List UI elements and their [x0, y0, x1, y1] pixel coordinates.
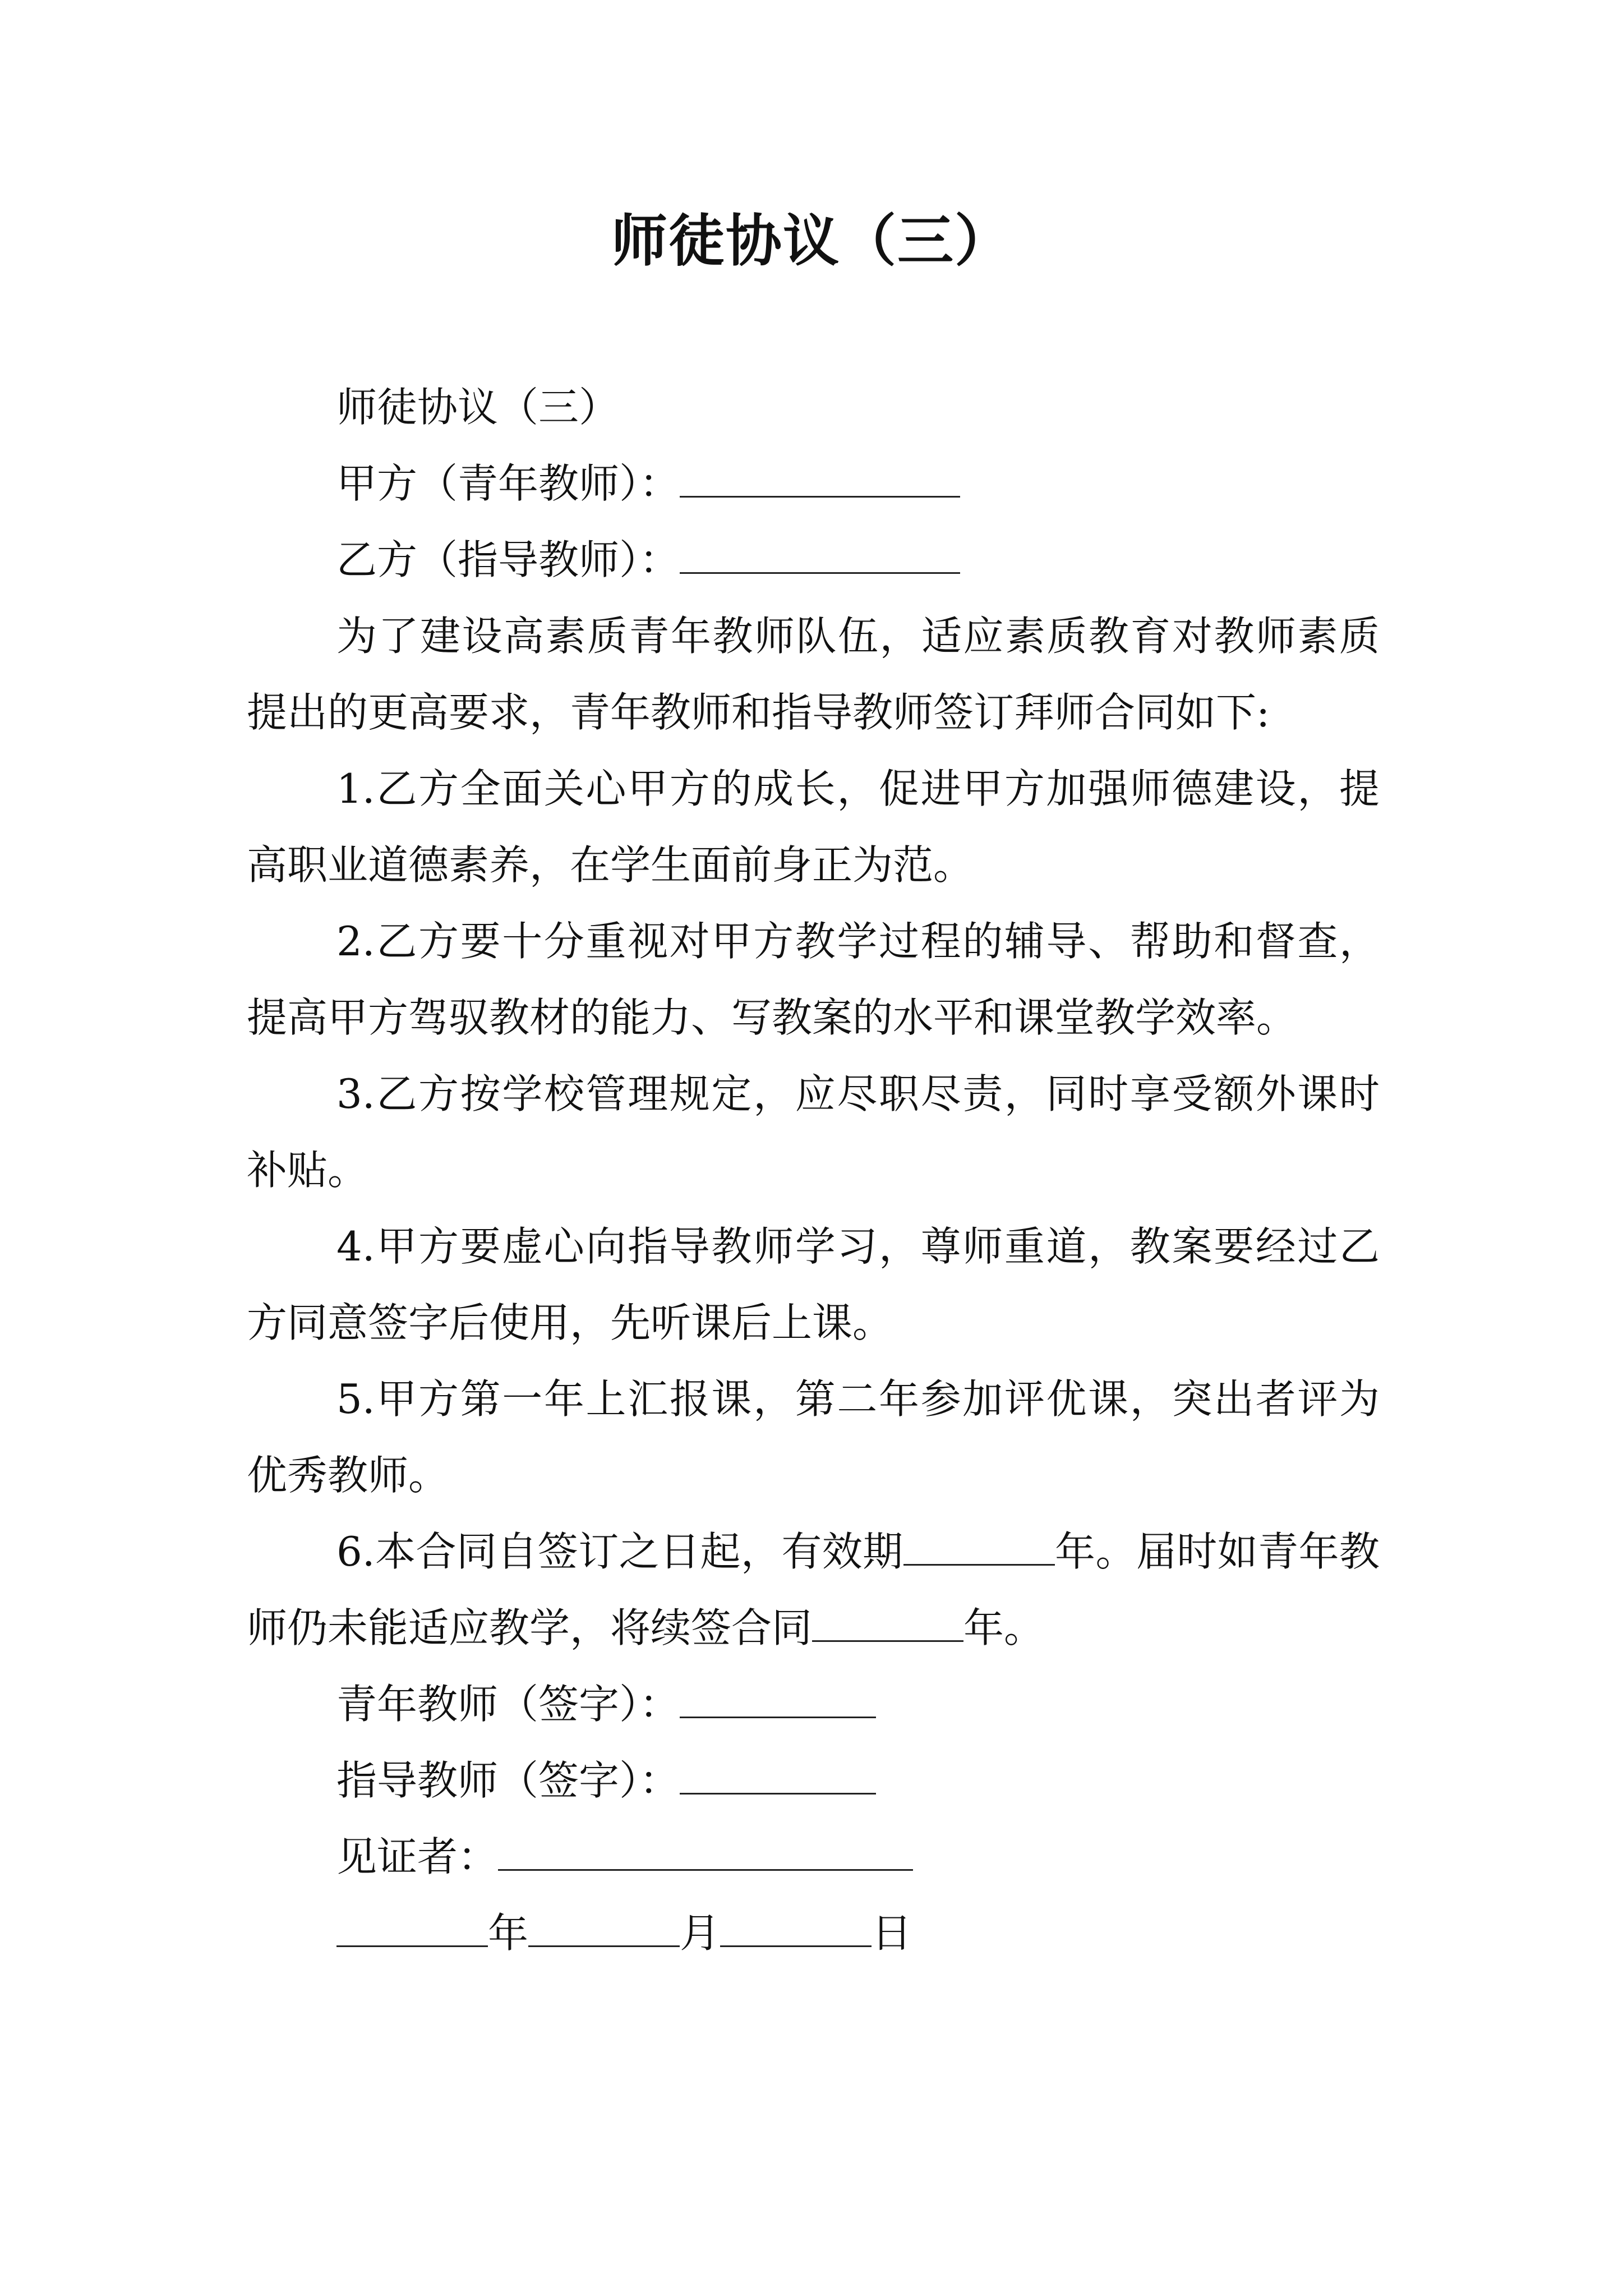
clause-6-part2: 年。届时如青年教师仍未能适应教学，将续签合同 — [247, 1528, 1380, 1651]
document-title: 师徒协议（三） — [611, 208, 1012, 274]
clause-1: 1.乙方全面关心甲方的成长，促进甲方加强师德建设，提高职业道德素养，在学生面前身正为范。 — [247, 765, 1380, 889]
clause-6-part3: 年。 — [963, 1604, 1045, 1651]
year-blank[interactable] — [336, 1912, 488, 1947]
intro-paragraph: 为了建设高素质青年教师队伍，适应素质教育对教师素质提出的更高要求，青年教师和指导教师签订拜师合同如下: — [247, 613, 1380, 736]
clause-2: 2.乙方要十分重视对甲方教学过程的辅导、帮助和督查，提高甲方驾驭教材的能力、写教案的水平和课堂教学效率。 — [247, 918, 1380, 1041]
clause-5: 5.甲方第一年上汇报课，第二年参加评优课，突出者评为优秀教师。 — [247, 1375, 1380, 1499]
clause-6-part1: 6.本合同自签订之日起，有效期 — [336, 1528, 903, 1575]
mentor-sign-blank[interactable] — [680, 1759, 876, 1795]
date-line — [247, 1895, 1380, 1971]
year-label: 年 — [488, 1910, 529, 1957]
party-a-blank[interactable] — [680, 462, 960, 498]
month-label: 月 — [680, 1910, 721, 1957]
party-a-line — [247, 445, 1380, 522]
young-teacher-sign-label: 青年教师（签字）： — [336, 1681, 680, 1728]
witness-label: 见证者： — [336, 1833, 499, 1880]
day-label: 日 — [872, 1910, 912, 1957]
clause-3: 3.乙方按学校管理规定，应尽职尽责，同时享受额外课时补贴。 — [247, 1070, 1380, 1194]
young-teacher-sign-blank[interactable] — [680, 1683, 876, 1718]
month-blank[interactable] — [528, 1912, 680, 1947]
party-a-label: 甲方（青年教师）： — [336, 460, 680, 507]
party-b-label: 乙方（指导教师）： — [336, 536, 680, 583]
clause-6 — [247, 1513, 1380, 1666]
subtitle: 师徒协议（三） — [336, 384, 620, 431]
mentor-sign-line — [247, 1742, 1380, 1819]
mentor-sign-label: 指导教师（签字）： — [336, 1757, 680, 1804]
validity-years-blank[interactable] — [903, 1530, 1055, 1566]
witness-blank[interactable] — [498, 1835, 913, 1871]
party-b-line — [247, 522, 1380, 598]
subtitle-line — [247, 369, 1380, 445]
witness-line — [247, 1819, 1380, 1895]
party-b-blank[interactable] — [680, 539, 960, 574]
renewal-years-blank[interactable] — [812, 1607, 963, 1642]
document-body — [247, 369, 1380, 1971]
young-teacher-sign-line — [247, 1666, 1380, 1742]
day-blank[interactable] — [720, 1912, 872, 1947]
clause-4: 4.甲方要虚心向指导教师学习，尊师重道，教案要经过乙方同意签字后使用，先听课后上课。 — [247, 1223, 1380, 1346]
